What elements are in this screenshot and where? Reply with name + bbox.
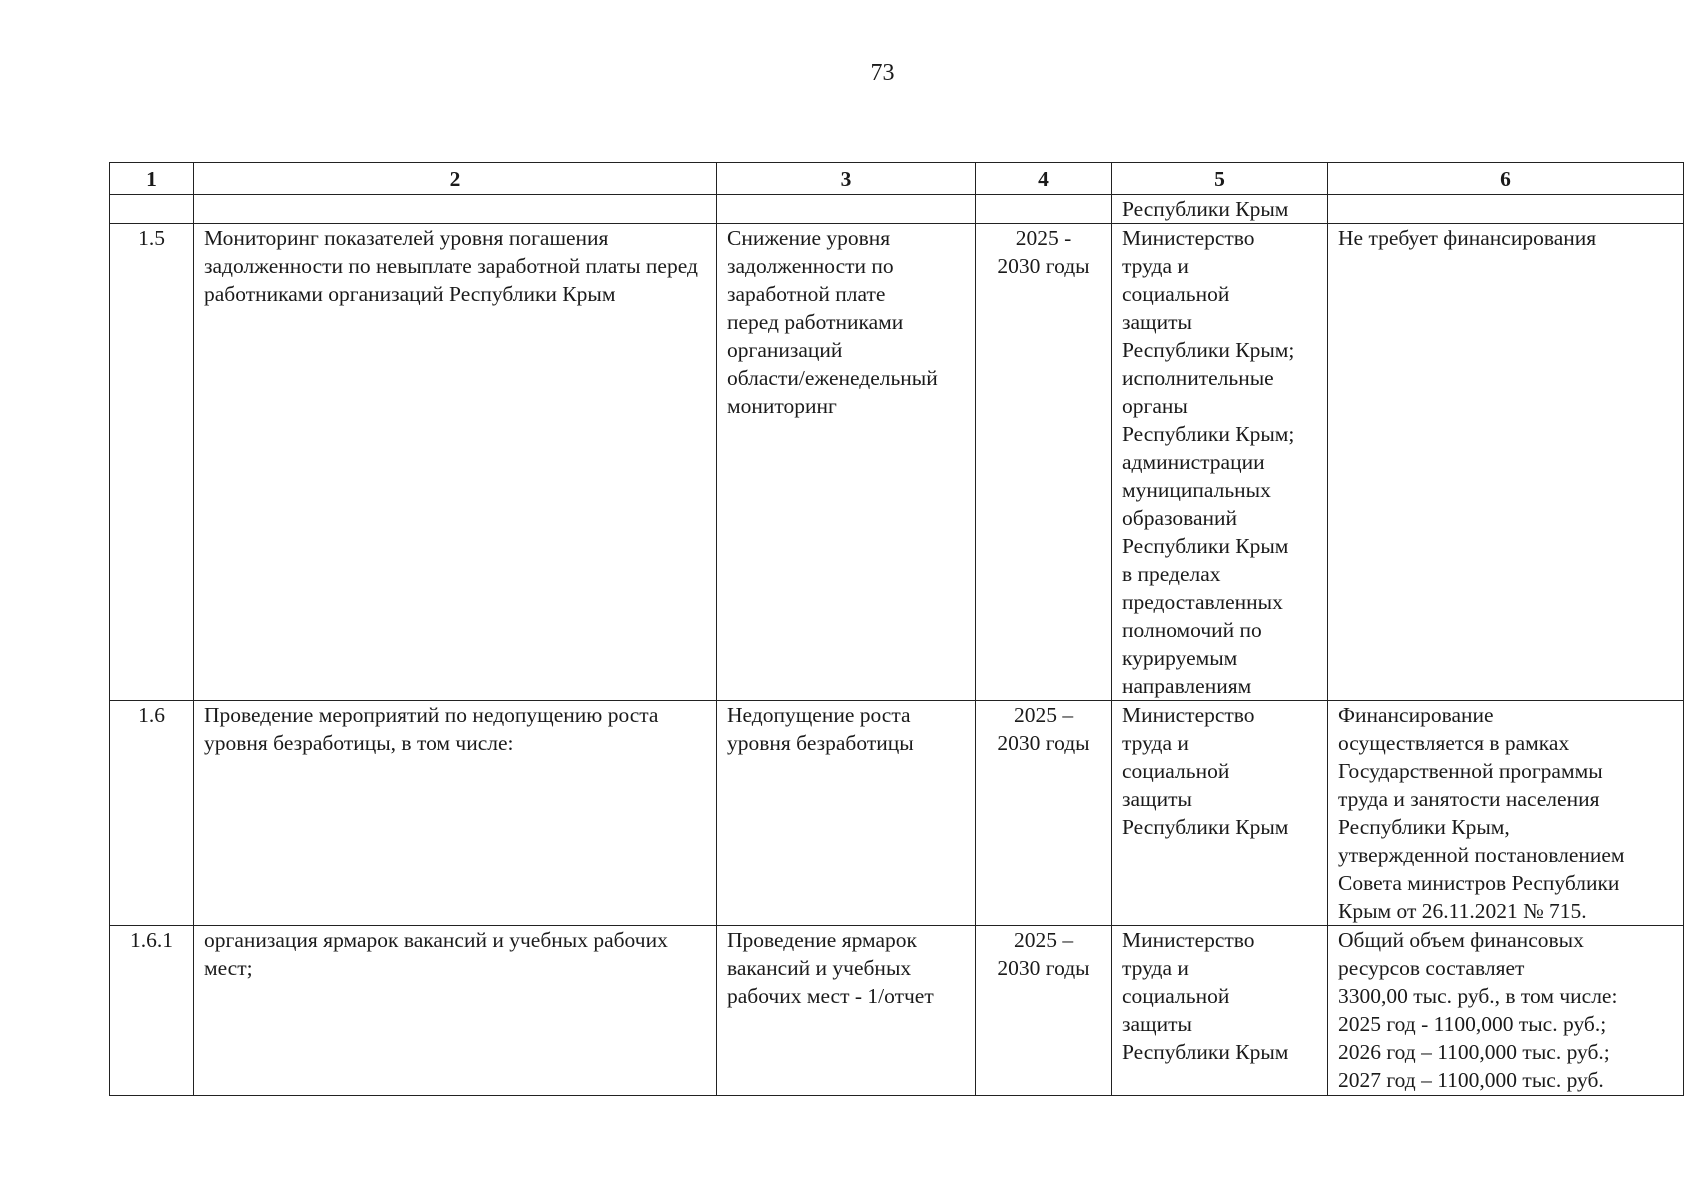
table-row bbox=[110, 224, 1684, 701]
table-row bbox=[110, 701, 1684, 926]
column-header-4: 4 bbox=[976, 163, 1112, 195]
cell-result: Снижение уровня задолженности по заработной плате перед работниками организаций области/еженедельный мониторинг bbox=[717, 224, 976, 701]
cell-executor: Министерство труда и социальной защиты Республики Крым bbox=[1112, 701, 1328, 926]
cell-activity: Мониторинг показателей уровня погашения задолженности по невыплате заработной платы перед работниками организаций Республики Крым bbox=[194, 224, 717, 701]
header-row bbox=[110, 163, 1684, 195]
cell-num bbox=[110, 195, 194, 224]
column-header-1: 1 bbox=[110, 163, 194, 195]
cell-activity: Проведение мероприятий по недопущению роста уровня безработицы, в том числе: bbox=[194, 701, 717, 926]
cell-activity: организация ярмарок вакансий и учебных рабочих мест; bbox=[194, 926, 717, 1096]
cell-executor: Республики Крым bbox=[1112, 195, 1328, 224]
cell-executor: Министерство труда и социальной защиты Республики Крым bbox=[1112, 926, 1328, 1096]
column-header-2: 2 bbox=[194, 163, 717, 195]
table-row bbox=[110, 926, 1684, 1096]
page-number: 73 bbox=[870, 60, 895, 86]
cell-financing: Финансирование осуществляется в рамках Государственной программы труда и занятости населения Республики Крым, утвержденной постановлением Совета министров Республики Крым от 26.11.2021 № 715. bbox=[1328, 701, 1684, 926]
cell-term: 2025 - 2030 годы bbox=[976, 224, 1112, 701]
cell-result: Проведение ярмарок вакансий и учебных рабочих мест - 1/отчет bbox=[717, 926, 976, 1096]
measures-table bbox=[109, 162, 1684, 1096]
cell-result bbox=[717, 195, 976, 224]
cell-term: 2025 – 2030 годы bbox=[976, 926, 1112, 1096]
cell-financing bbox=[1328, 195, 1684, 224]
cell-result: Недопущение роста уровня безработицы bbox=[717, 701, 976, 926]
cell-term: 2025 – 2030 годы bbox=[976, 701, 1112, 926]
column-header-5: 5 bbox=[1112, 163, 1328, 195]
column-header-6: 6 bbox=[1328, 163, 1684, 195]
cell-executor: Министерство труда и социальной защиты Республики Крым; исполнительные органы Республики Крым; администрации муниципальных образований Республики Крым в пределах предоставленных полномочий по курируемым направлениям bbox=[1112, 224, 1328, 701]
cell-term bbox=[976, 195, 1112, 224]
cell-num: 1.6.1 bbox=[110, 926, 194, 1096]
cell-financing: Не требует финансирования bbox=[1328, 224, 1684, 701]
continuation-row bbox=[110, 195, 1684, 224]
cell-financing: Общий объем финансовых ресурсов составляет 3300,00 тыс. руб., в том числе: 2025 год - 1100,000 тыс. руб.; 2026 год – 1100,000 тыс. руб.; 2027 год – 1100,000 тыс. руб. bbox=[1328, 926, 1684, 1096]
column-header-3: 3 bbox=[717, 163, 976, 195]
cell-num: 1.6 bbox=[110, 701, 194, 926]
cell-activity bbox=[194, 195, 717, 224]
cell-num: 1.5 bbox=[110, 224, 194, 701]
